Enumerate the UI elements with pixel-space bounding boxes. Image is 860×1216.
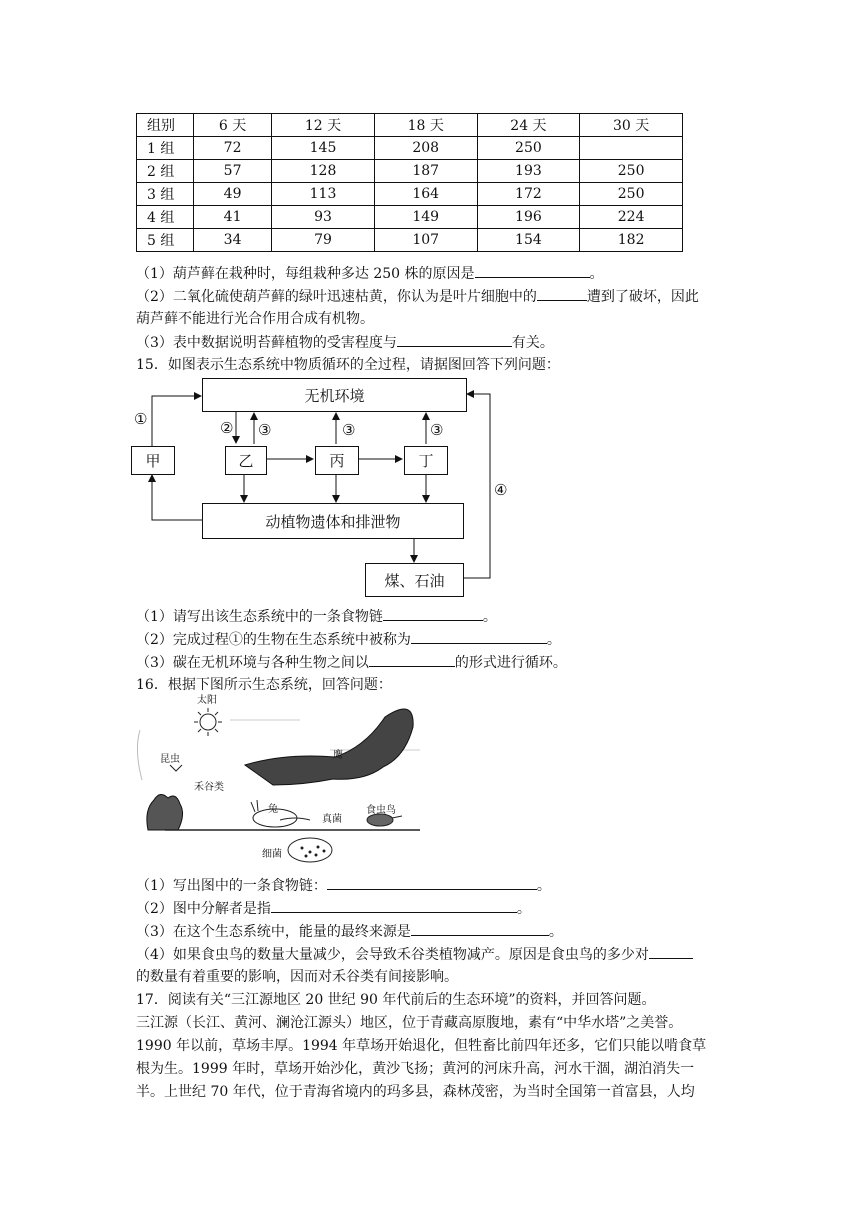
table-cell: 2 组 [137,160,194,183]
q15-sub2 [136,629,561,650]
table-cell: 107 [374,229,477,252]
table-cell: 57 [194,160,272,183]
insect-icon [170,765,182,771]
table-cell: 250 [580,160,683,183]
yi-box: 乙 [225,446,267,475]
answer-blank[interactable] [411,629,547,644]
sun-icon [194,708,222,736]
label-sun: 太阳 [197,695,217,706]
table-cell: 224 [580,206,683,229]
q16-sub3-text: （3）在这个生态系统中，能量的最终来源是 [136,924,411,940]
table-cell: 5 组 [137,229,194,252]
table-header: 12 天 [272,114,375,137]
label-eagle: 鹰 [333,750,343,761]
q14-sub1-end: 。 [589,266,604,282]
table-cell: 196 [477,206,580,229]
table-cell: 113 [272,183,375,206]
table-cell: 250 [580,183,683,206]
answer-blank[interactable] [411,921,549,936]
q15-sub1-end: 。 [482,609,497,625]
q15-title: 15．如图表示生态系统中物质循环的全过程，请据图回答下列问题： [136,357,560,373]
q16-sub4 [136,944,693,965]
process-1-label: ① [134,410,148,428]
table-cell: 93 [272,206,375,229]
remains-box: 动植物遗体和排泄物 [202,503,464,539]
coal-oil-box: 煤、石油 [365,563,464,597]
q15-sub2-text: （2）完成过程①的生物在生态系统中被称为 [136,632,411,648]
q16-sub3-end: 。 [548,924,563,940]
inorganic-environment-box: 无机环境 [202,378,467,412]
table-cell: 250 [477,137,580,160]
table-header: 18 天 [374,114,477,137]
process-3-label: ③ [430,421,444,439]
table-cell: 172 [477,183,580,206]
label-rabbit: 兔 [268,804,278,815]
q16-sub4-cont: 的数量有着重要的影响，因而对禾谷类有间接影响。 [136,969,458,985]
process-3-label: ③ [258,421,272,439]
q16-sub2 [136,898,531,919]
q16-sub2-end: 。 [516,901,531,917]
q14-sub1-text: （1）葫芦藓在栽种时，每组栽种多达 250 株的原因是 [136,266,475,282]
bacteria-icon [288,838,332,862]
table-cell: 3 组 [137,183,194,206]
table-cell: 182 [580,229,683,252]
table-header: 24 天 [477,114,580,137]
table-cell: 193 [477,160,580,183]
ecosystem-illustration [130,690,450,870]
q16-sub1 [136,875,551,896]
q16-title: 16．根据下图所示生态系统，回答问题： [136,677,392,693]
answer-blank[interactable] [327,875,537,890]
ding-box: 丁 [404,446,448,475]
q16-sub4-text: （4）如果食虫鸟的数量大量减少，会导致禾谷类植物减产。原因是食虫鸟的多少对 [136,947,649,963]
process-4-label: ④ [494,481,508,499]
label-insect: 昆虫 [160,754,180,765]
bing-box: 丙 [315,446,359,475]
q14-sub2-text: （2）二氧化硫使葫芦藓的绿叶迅速枯黄，你认为是叶片细胞中的 [136,289,537,305]
q16-sub3 [136,921,563,942]
table-cell: 149 [374,206,477,229]
q15-sub1-text: （1）请写出该生态系统中的一条食物链 [136,609,383,625]
table-cell: 49 [194,183,272,206]
q17-title: 17．阅读有关“三江源地区 20 世纪 90 年代前后的生态环境”的资料，并回答问题。 [136,992,656,1008]
table-cell: 41 [194,206,272,229]
q15-sub3 [136,652,567,673]
label-bacteria: 细菌 [262,849,282,860]
grain-plant-icon [147,794,183,830]
table-cell: 128 [272,160,375,183]
table-cell: 164 [374,183,477,206]
table-header: 组别 [137,114,194,137]
process-3-label: ③ [342,421,356,439]
table-cell: 4 组 [137,206,194,229]
jia-box: 甲 [131,446,175,475]
q17-para-line: 三江源（长江、黄河、澜沧江源头）地区，位于青藏高原腹地，素有“中华水塔”之美誉。 [136,1015,683,1031]
q15-sub1 [136,606,497,627]
q15-sub2-end: 。 [546,632,561,648]
table-cell: 187 [374,160,477,183]
q16-sub2-text: （2）图中分解者是指 [136,901,271,917]
q17-para-line: 1990 年以前，草场丰厚。1994 年草场开始退化，但牲畜比前四年还多，它们只能以啃食草 [136,1038,707,1054]
table-cell: 79 [272,229,375,252]
table-cell: 34 [194,229,272,252]
process-2-label: ② [220,419,234,437]
label-grain: 禾谷类 [194,782,224,793]
q17-para-line: 半。上世纪 70 年代，位于青海省境内的玛多县，森林茂密，为当时全国第一首富县，人均 [136,1084,695,1100]
q15-sub3-text: （3）碳在无机环境与各种生物之间以 [136,655,369,671]
q15-sub3-end: 的形式进行循环。 [454,655,567,671]
q17-para-line: 根为生。1999 年时，草场开始沙化，黄沙飞扬；黄河的河床升高，河水干涸，湖泊消失一 [136,1061,695,1077]
table-header: 6 天 [194,114,272,137]
q14-sub2-text-b: 遭到了破坏，因此 [586,289,699,305]
table-cell: 1 组 [137,137,194,160]
answer-blank[interactable] [369,652,455,667]
table-cell: 208 [374,137,477,160]
q14-sub2-cont: 葫芦藓不能进行光合作用合成有机物。 [136,311,374,327]
table-cell: 154 [477,229,580,252]
answer-blank[interactable] [271,898,517,913]
answer-blank[interactable] [649,944,693,959]
q14-sub3-end: 有关。 [511,335,554,351]
table-cell: 145 [272,137,375,160]
label-fungi: 真菌 [322,814,342,825]
q14-sub3-text: （3）表中数据说明苔藓植物的受害程度与 [136,335,397,351]
answer-blank[interactable] [383,606,483,621]
table-header: 30 天 [580,114,683,137]
label-bird: 食虫鸟 [366,805,396,816]
q16-sub1-end: 。 [536,878,551,894]
q16-sub1-text: （1）写出图中的一条食物链： [136,878,327,894]
table-cell: 72 [194,137,272,160]
